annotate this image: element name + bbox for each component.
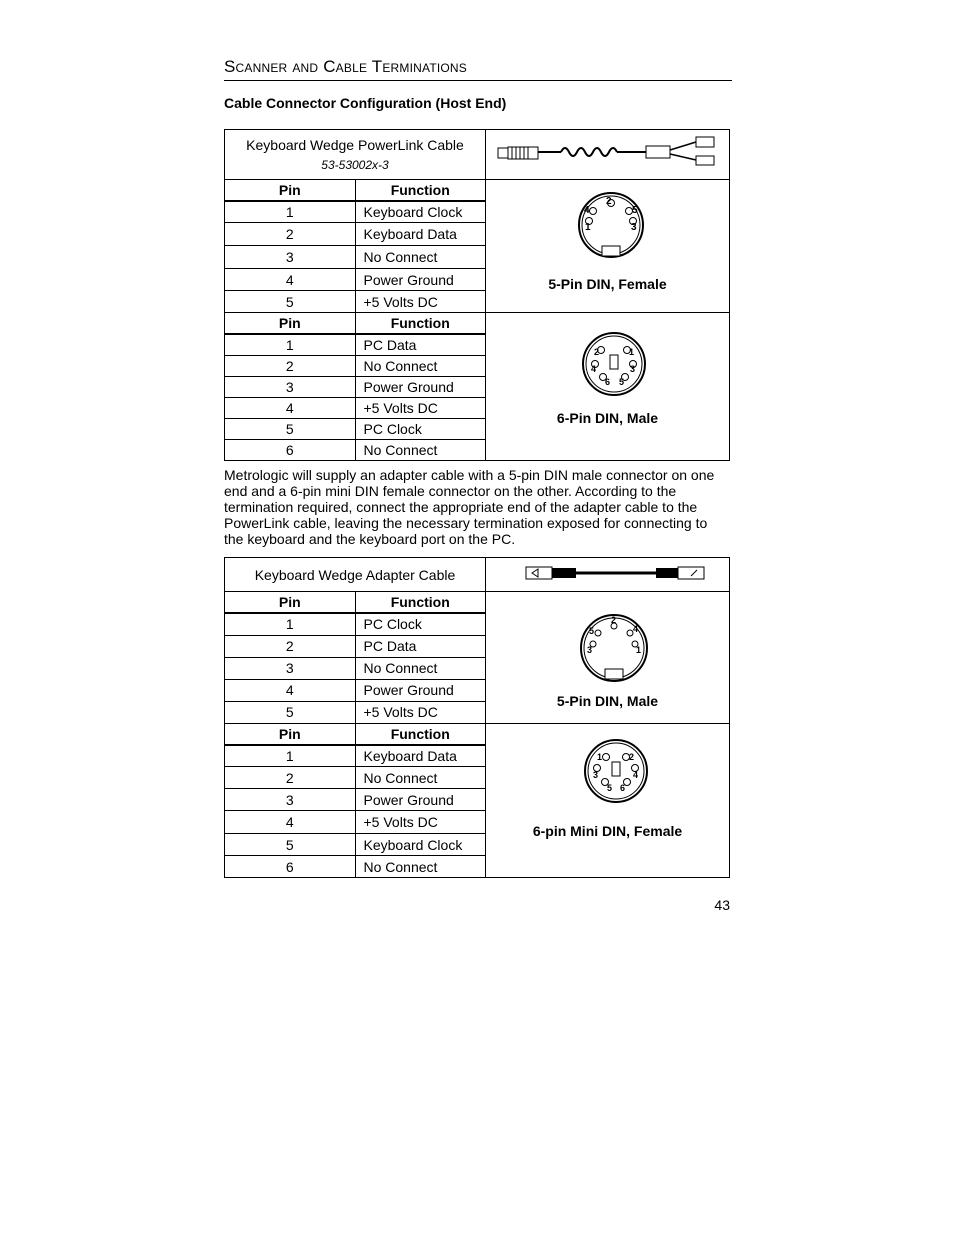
col-header-function: Function [355,723,486,745]
pin-cell: 1 [225,745,356,767]
function-cell: No Connect [355,657,486,679]
pin-label: 5 [589,626,595,636]
pin-label: 4 [633,624,639,634]
adapter-cable-table [224,557,730,878]
function-cell: PC Clock [355,419,486,440]
pin-label: 4 [591,364,597,374]
connector-5pin-din-female [486,180,730,313]
pin-label: 3 [593,769,599,780]
cable-title-cell [225,558,486,592]
cable-title-cell [225,130,486,180]
function-cell: Keyboard Data [355,745,486,767]
connector-6pin-din-male [486,313,730,461]
pin-cell: 1 [225,201,356,223]
pin-cell: 5 [225,291,356,313]
section-title: Scanner and Cable Terminations [224,56,732,81]
function-cell: +5 Volts DC [355,811,486,834]
function-cell: PC Data [355,334,486,356]
powerlink-cable-icon [486,130,729,174]
function-cell: Power Ground [355,377,486,398]
pin-cell: 3 [225,657,356,679]
cable-name: Keyboard Wedge Adapter Cable [254,566,456,583]
din-6pin-male-icon [581,331,647,397]
function-cell: +5 Volts DC [355,291,486,313]
din-5pin-male-icon [579,612,649,684]
function-cell: Keyboard Clock [355,834,486,856]
pin-label: 3 [630,364,636,374]
col-header-pin: Pin [225,723,356,745]
function-cell: PC Data [355,635,486,657]
function-cell: No Connect [355,767,486,789]
page-number: 43 [714,897,730,913]
pin-cell: 5 [225,419,356,440]
function-cell: Power Ground [355,789,486,811]
function-cell: +5 Volts DC [355,701,486,723]
col-header-function: Function [355,180,486,202]
connector-5pin-din-male [486,592,730,724]
col-header-function: Function [355,592,486,614]
pin-label: 5 [619,377,625,387]
din-5pin-female-icon [576,188,646,264]
pin-label: 6 [605,377,611,387]
pin-label: 1 [585,222,591,233]
pin-cell: 3 [225,246,356,269]
connector-label: 5-Pin DIN, Female [548,276,667,292]
pin-cell: 2 [225,767,356,789]
pin-cell: 3 [225,789,356,811]
col-header-pin: Pin [225,180,356,202]
pin-cell: 5 [225,701,356,723]
pin-cell: 2 [225,635,356,657]
col-header-pin: Pin [225,592,356,614]
pin-cell: 2 [225,356,356,377]
function-cell: No Connect [355,246,486,269]
pin-cell: 6 [225,440,356,461]
pin-cell: 6 [225,856,356,878]
function-cell: No Connect [355,356,486,377]
pin-cell: 4 [225,269,356,291]
pin-label: 1 [597,751,603,762]
pin-label: 6 [620,782,626,793]
pin-label: 2 [606,196,612,207]
col-header-function: Function [355,313,486,335]
pin-label: 3 [631,222,637,233]
function-cell: PC Clock [355,613,486,635]
adapter-cable-icon [486,558,729,586]
function-cell: +5 Volts DC [355,398,486,419]
pin-label: 5 [632,205,638,216]
function-cell: No Connect [355,440,486,461]
adapter-description: Metrologic will supply an adapter cable with a 5-pin DIN male connector on one end and a 6-pin mini DIN female connector on the other. According to the termination required, connect the appropriate end of the adapter cable to the PowerLink cable, leaving the necessary termination exposed for connecting to the keyboard and the keyboard port on the PC. [224,467,715,547]
cable-part-number: 53-53002x-3 [321,157,389,172]
cable-name: Keyboard Wedge PowerLink Cable [246,136,464,153]
pin-cell: 4 [225,811,356,834]
pin-cell: 1 [225,334,356,356]
col-header-pin: Pin [225,313,356,335]
mini-din-6pin-female-icon [583,738,649,804]
connector-6pin-mini-din-female [486,723,730,878]
pin-label: 4 [633,769,639,780]
pin-cell: 5 [225,834,356,856]
subheading: Cable Connector Configuration (Host End) [224,95,507,111]
pin-label: 2 [611,615,617,625]
pin-label: 3 [587,645,593,655]
function-cell: Power Ground [355,269,486,291]
pin-cell: 2 [225,223,356,246]
pin-label: 2 [629,751,635,762]
powerlink-cable-image [486,130,730,180]
pin-label: 4 [584,205,590,216]
function-cell: Power Ground [355,679,486,701]
pin-cell: 1 [225,613,356,635]
pin-cell: 4 [225,398,356,419]
pin-cell: 3 [225,377,356,398]
powerlink-cable-table [224,129,730,461]
function-cell: Keyboard Data [355,223,486,246]
connector-label: 6-Pin DIN, Male [556,410,659,426]
pin-label: 5 [607,782,613,793]
adapter-cable-image [486,558,730,592]
pin-label: 2 [594,347,600,357]
connector-label: 5-Pin DIN, Male [556,693,659,709]
function-cell: Keyboard Clock [355,201,486,223]
pin-label: 1 [636,645,642,655]
connector-label: 6-pin Mini DIN, Female [532,822,683,839]
pin-cell: 4 [225,679,356,701]
function-cell: No Connect [355,856,486,878]
pin-label: 1 [629,347,635,357]
